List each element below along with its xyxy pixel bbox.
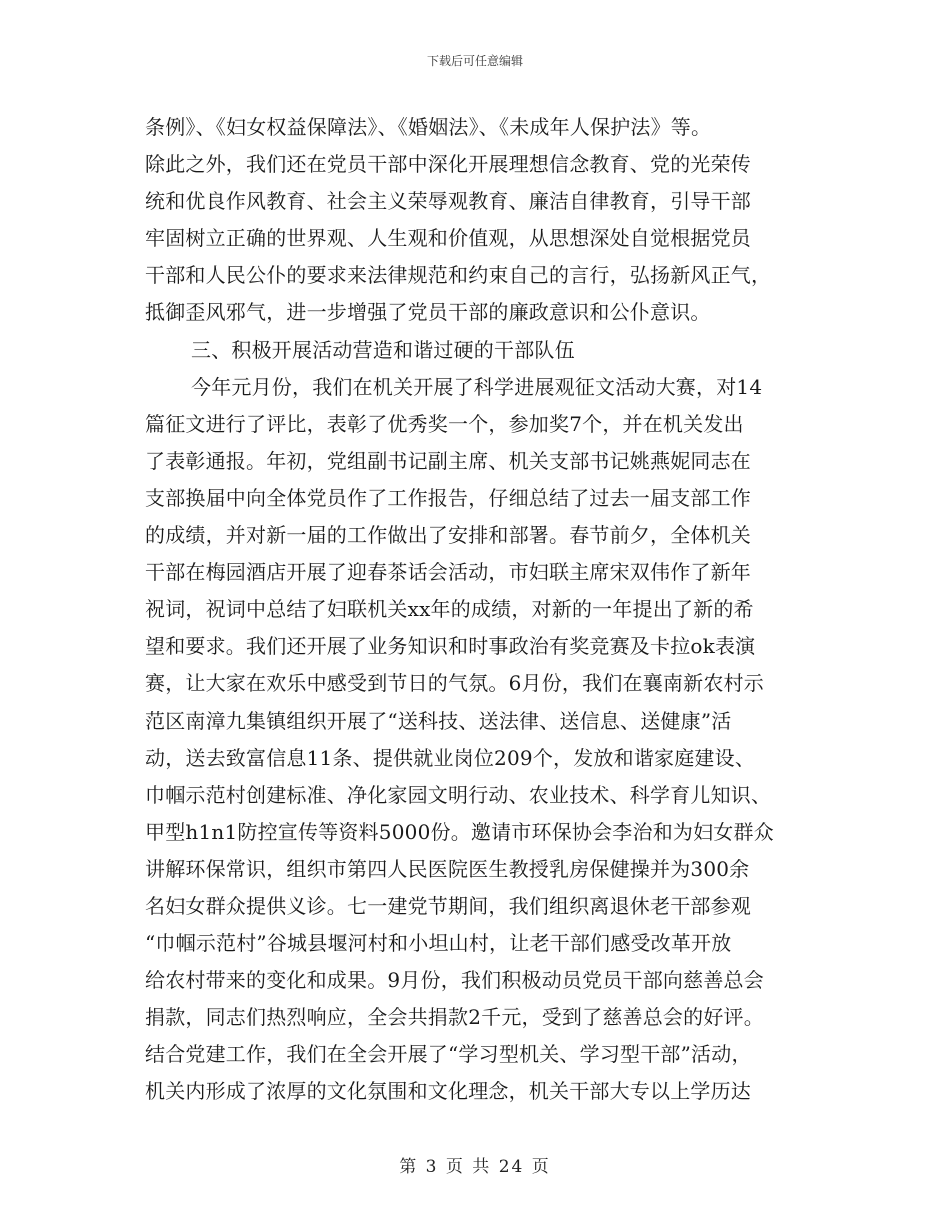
body-line: 讲解环保常识，组织市第四人民医院医生教授乳房保健操并为300余 [145,856,750,881]
body-line: 篇征文进行了评比，表彰了优秀奖一个，参加奖7个，并在机关发出 [145,411,744,436]
body-line: 祝词，祝词中总结了妇联机关xx年的成绩，对新的一年提出了新的希 [145,597,754,622]
body-line: 结合党建工作，我们在全会开展了“学习型机关、学习型干部”活动， [145,1042,752,1067]
document-body [145,109,810,1111]
body-line: 抵御歪风邪气，进一步增强了党员干部的廉政意识和公仆意识。 [145,300,711,325]
section-heading: 三、积极开展活动营造和谐过硬的干部队伍 [191,337,575,362]
page-header-note: 下载后可任意编辑 [426,54,523,68]
body-line: “巾帼示范村”谷城县堰河村和小坦山村，让老干部们感受改革开放 [145,931,732,956]
body-line: 干部和人民公仆的要求来法律规范和约束自己的言行，弘扬新风正气， [145,263,772,288]
body-line: 动，送去致富信息11条、提供就业岗位209个，发放和谐家庭建设、 [145,745,756,770]
body-line: 甲型h1n1防控宣传等资料5000份。邀请市环保协会李治和为妇女群众 [145,819,774,844]
body-line: 巾帼示范村创建标准、净化家园文明行动、农业技术、科学育儿知识、 [145,782,772,807]
body-line: 干部在梅园酒店开展了迎春茶话会活动，市妇联主席宋双伟作了新年 [145,560,751,585]
body-line: 机关内形成了浓厚的文化氛围和文化理念，机关干部大专以上学历达 [145,1079,751,1104]
body-line: 名妇女群众提供义诊。七一建党节期间，我们组织离退休老干部参观 [145,893,751,918]
body-line: 望和要求。我们还开展了业务知识和时事政治有奖竞赛及卡拉ok表演 [145,634,756,659]
body-line: 赛，让大家在欢乐中感受到节日的气氛。6月份，我们在襄南新农村示 [145,671,764,696]
body-line: 范区南漳九集镇组织开展了“送科技、送法律、送信息、送健康”活 [145,708,732,733]
body-line: 了表彰通报。年初，党组副书记副主席、机关支部书记姚燕妮同志在 [145,448,751,473]
body-line: 统和优良作风教育、社会主义荣辱观教育、廉洁自律教育，引导干部 [145,189,751,214]
body-line: 除此之外，我们还在党员干部中深化开展理想信念教育、党的光荣传 [145,152,751,177]
paragraph-first-line: 今年元月份，我们在机关开展了科学进展观征文活动大赛，对14 [191,374,763,399]
body-line: 捐款，同志们热烈响应，全会共捐款2千元，受到了慈善总会的好评。 [145,1005,764,1030]
body-line: 牢固树立正确的世界观、人生观和价值观，从思想深处自觉根据党员 [145,226,751,251]
body-line: 支部换届中向全体党员作了工作报告，仔细总结了过去一届支部工作 [145,485,751,510]
body-line: 条例》、《妇女权益保障法》、《婚姻法》、《未成年人保护法》等。 [145,115,712,139]
page-number-footer: 第 3 页 共 24 页 [399,1157,551,1177]
body-line: 的成绩，并对新一届的工作做出了安排和部署。春节前夕，全体机关 [145,523,751,548]
body-line: 给农村带来的变化和成果。9月份，我们积极动员党员干部向慈善总会 [145,968,764,993]
